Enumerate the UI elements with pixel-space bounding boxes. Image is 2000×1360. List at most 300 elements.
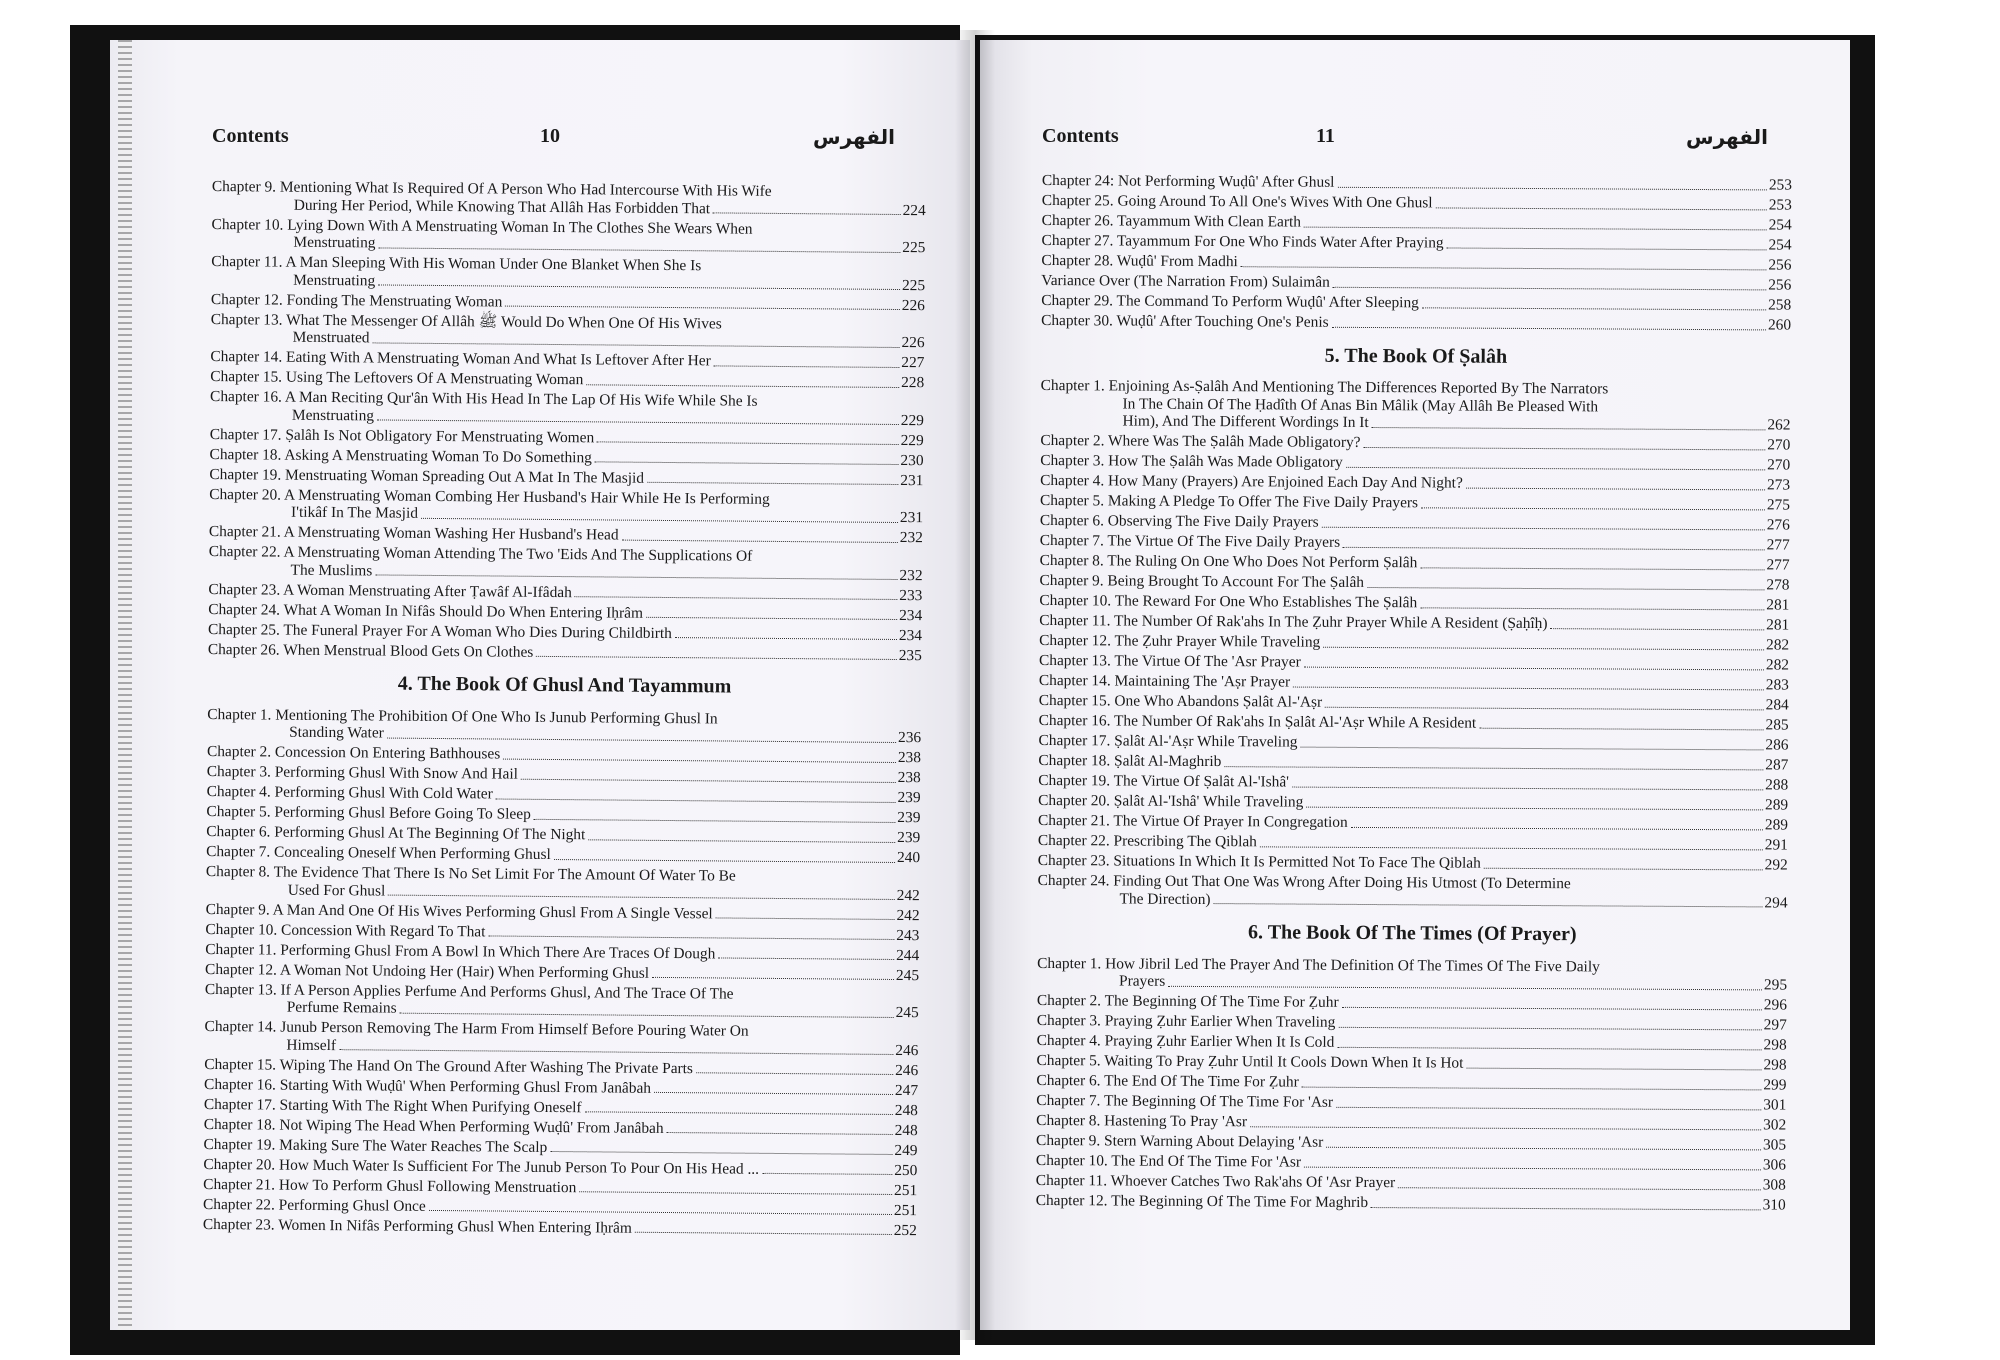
- toc-entry-title: Chapter 25. Going Around To All One's Wives With One Ghusl: [1041, 191, 1433, 212]
- toc-entry-title: Chapter 20. A Menstruating Woman Combing Her Husband's Hair While He Is Performing: [209, 485, 770, 508]
- dot-leader: [1343, 546, 1764, 550]
- toc-entry-title: Used For Ghusl: [287, 881, 386, 900]
- toc-page-number: 231: [899, 509, 924, 527]
- dot-leader: [716, 917, 895, 920]
- toc-page-number: 258: [1768, 296, 1792, 314]
- toc-entry: [1038, 792, 1788, 814]
- toc-entry-title: Chapter 2. Where Was The Ṣalâh Made Obligatory?: [1040, 431, 1361, 451]
- toc-page-number: 239: [897, 829, 921, 847]
- toc-entry-title: Chapter 10. Concession With Regard To That: [205, 920, 486, 940]
- toc-entry: [1038, 852, 1788, 874]
- toc-entry-title: Chapter 6. The End Of The Time For Ẓuhr: [1036, 1071, 1299, 1091]
- toc-page-number: 239: [897, 789, 921, 807]
- dot-leader: [339, 1049, 893, 1055]
- dot-leader: [554, 859, 895, 863]
- toc-page-number: 310: [1762, 1196, 1786, 1214]
- toc-entry: [1040, 472, 1790, 494]
- toc-entry-title: Chapter 8. The Ruling On One Who Does Not Perform Ṣalâh: [1039, 551, 1418, 572]
- toc-page-number: 297: [1763, 1016, 1787, 1034]
- dot-leader: [586, 384, 899, 388]
- toc-entry: [1039, 672, 1789, 694]
- toc-page-number: 253: [1768, 196, 1792, 214]
- left-page-header: [110, 125, 970, 165]
- toc-entry-title: Chapter 22. A Menstruating Woman Attending The Two 'Eids And The Supplications Of: [208, 542, 753, 565]
- toc-entry: [211, 310, 925, 351]
- dot-leader: [387, 737, 896, 742]
- toc-page-number: 286: [1765, 736, 1789, 754]
- toc-page-number: 238: [897, 769, 921, 787]
- dot-leader: [1168, 985, 1762, 990]
- toc-entry-title: Chapter 21. The Virtue Of Prayer In Congregation: [1037, 811, 1348, 831]
- toc-entry-title: Chapter 5. Performing Ghusl Before Going To Sleep: [206, 802, 531, 823]
- toc-group: [203, 705, 922, 1239]
- dot-leader: [1371, 1207, 1760, 1210]
- toc-entry-title: Menstruating: [293, 271, 376, 289]
- toc-page-number: 289: [1764, 816, 1789, 834]
- dot-leader: [646, 617, 897, 620]
- toc-entry: [1038, 732, 1788, 754]
- toc-page-number: 233: [899, 586, 923, 604]
- dot-leader: [1332, 326, 1766, 330]
- toc-page-number: 253: [1768, 176, 1792, 194]
- toc-entry-title: Chapter 7. Concealing Oneself When Performing Ghusl: [206, 842, 551, 863]
- toc-page-number: 227: [901, 354, 925, 372]
- dot-leader: [1447, 247, 1767, 250]
- toc-page-number: 229: [900, 431, 924, 449]
- toc-entry: [1038, 752, 1788, 774]
- toc-entry-title: Chapter 16. Starting With Wuḍû' When Performing Ghusl From Janâbah: [204, 1075, 652, 1097]
- toc-entry: [1042, 172, 1792, 194]
- dot-leader: [1325, 706, 1764, 710]
- dot-leader: [1479, 727, 1763, 730]
- dot-leader: [1336, 1106, 1761, 1110]
- toc-page-number: 302: [1763, 1116, 1787, 1134]
- toc-entry-title: Chapter 4. How Many (Prayers) Are Enjoined Each Day And Night?: [1040, 471, 1463, 492]
- toc-page-number: 287: [1765, 756, 1789, 774]
- dot-leader: [1420, 567, 1764, 570]
- toc-entry: [1042, 212, 1792, 234]
- toc-entry: [1037, 1052, 1787, 1074]
- toc-entry: [212, 178, 926, 219]
- toc-entry-title: Chapter 11. The Number Of Rak'ahs In The Ẓuhr Prayer While A Resident (Ṣaḥîḥ): [1039, 611, 1548, 633]
- toc-page-number: 232: [899, 529, 923, 547]
- toc-page-number: 251: [894, 1181, 918, 1199]
- dot-leader: [521, 778, 896, 782]
- toc-entry-title: Chapter 2. The Beginning Of The Time For Ẓuhr: [1036, 991, 1339, 1011]
- toc-page-number: 277: [1766, 536, 1790, 554]
- toc-entry-title: Chapter 18. Asking A Menstruating Woman To Do Something: [209, 445, 592, 466]
- toc-entry-title: Menstruating: [291, 406, 375, 424]
- toc-entry-title: Chapter 30. Wuḍû' After Touching One's Penis: [1041, 311, 1329, 331]
- toc-entry: [210, 388, 924, 429]
- toc-page-number: 301: [1763, 1096, 1787, 1114]
- toc-entry: [1036, 1172, 1786, 1194]
- toc-entry-title: Chapter 26. Tayammum With Clean Earth: [1041, 211, 1302, 231]
- toc-page-number: 239: [897, 809, 921, 827]
- toc-entry-title: Chapter 4. Performing Ghusl With Cold Water: [206, 782, 493, 803]
- toc-page-number: 234: [898, 626, 923, 644]
- toc-page-number: 306: [1762, 1156, 1786, 1174]
- toc-page-number: 282: [1765, 656, 1790, 674]
- toc-page-number: 249: [894, 1141, 918, 1159]
- toc-entry-title: Chapter 27. Tayammum For One Who Finds Water After Praying: [1041, 231, 1444, 252]
- toc-entry-title: Chapter 16. A Man Reciting Qur'ân With His Head In The Lap Of His Wife While She Is: [210, 387, 758, 410]
- toc-page-number: 270: [1767, 456, 1791, 474]
- dot-leader: [1292, 786, 1763, 790]
- toc-entry-title: Chapter 29. The Command To Perform Wuḍû' After Sleeping: [1041, 291, 1419, 312]
- toc-page-number: 275: [1766, 496, 1791, 514]
- toc-group: [1041, 172, 1792, 334]
- dot-leader: [654, 1092, 893, 1095]
- toc-page-number: 224: [902, 201, 926, 219]
- page-number: 11: [1316, 125, 1335, 147]
- right-page: [980, 40, 1850, 1330]
- toc-entry-title: Perfume Remains: [286, 998, 397, 1017]
- toc-entry-title: Menstruated: [292, 328, 370, 347]
- toc-page-number: 308: [1762, 1176, 1786, 1194]
- dot-leader: [375, 574, 897, 580]
- toc-entry-title: Chapter 3. Performing Ghusl With Snow And Hail: [206, 762, 519, 783]
- toc-entry: [1037, 992, 1787, 1014]
- toc-entry-title: Chapter 18. Ṣalât Al-Maghrib: [1038, 751, 1222, 771]
- toc-entry: [1038, 832, 1788, 854]
- dot-leader: [388, 895, 894, 900]
- toc-entry: [1039, 652, 1789, 674]
- toc-entry: [1040, 492, 1790, 514]
- dot-leader: [1326, 1146, 1761, 1150]
- toc-page-number: 226: [901, 334, 925, 352]
- toc-page-number: 242: [896, 886, 920, 904]
- toc-page-number: 294: [1764, 893, 1788, 912]
- toc-entry-title: Chapter 3. How The Ṣalâh Was Made Obligatory: [1040, 451, 1343, 471]
- toc-entry: [205, 980, 919, 1021]
- dot-leader: [1333, 286, 1766, 290]
- toc-page-number: 285: [1765, 716, 1789, 734]
- toc-entry-title: Chapter 12. The Beginning Of The Time For Maghrib: [1035, 1191, 1369, 1212]
- dot-leader: [429, 1210, 892, 1215]
- toc-page-number: 289: [1765, 796, 1789, 814]
- dot-leader: [1323, 646, 1764, 650]
- toc-page-number: 252: [893, 1221, 917, 1239]
- toc-entry-title: Him), And The Different Wordings In It: [1122, 412, 1369, 432]
- toc-page-number: 281: [1766, 616, 1790, 634]
- toc-entry: [1040, 552, 1790, 574]
- dot-leader: [1346, 466, 1765, 470]
- toc-entry-title: Chapter 7. The Virtue Of The Five Daily Prayers: [1039, 531, 1341, 551]
- toc-entry-title: Chapter 9. Mentioning What Is Required Of A Person Who Had Intercourse With His Wife: [211, 178, 772, 200]
- toc-page-number: 230: [900, 451, 924, 469]
- dot-leader: [718, 957, 894, 960]
- toc-entry: [207, 705, 921, 746]
- dot-leader: [1214, 903, 1763, 907]
- toc-page-number: 295: [1763, 976, 1788, 994]
- dot-leader: [1224, 766, 1763, 770]
- dot-leader: [585, 1111, 893, 1115]
- toc-entry-title: Chapter 5. Making A Pledge To Offer The Five Daily Prayers: [1039, 491, 1419, 512]
- toc-entry-title: Chapter 24. What A Woman In Nifâs Should Do When Entering Iḥrâm: [208, 600, 644, 622]
- toc-entry-title: Variance Over (The Narration From) Sulaimân: [1041, 271, 1330, 291]
- toc-page-number: 256: [1768, 256, 1792, 274]
- toc-entry-title: Chapter 22. Prescribing The Qiblah: [1037, 831, 1257, 851]
- toc-entry: [1038, 872, 1788, 912]
- dot-leader: [1466, 487, 1765, 490]
- header-contents-label: Contents: [1042, 125, 1119, 147]
- toc-entry-title: Chapter 4. Praying Ẓuhr Earlier When It Is Cold: [1036, 1031, 1335, 1051]
- dot-leader: [1367, 586, 1764, 589]
- toc-entry-title: Chapter 19. Menstruating Woman Spreading Out A Mat In The Masjid: [209, 465, 645, 487]
- toc-entry: [1039, 612, 1789, 634]
- toc-page-number: 236: [897, 729, 922, 747]
- toc-entry: [211, 215, 925, 256]
- toc-entry-title: Chapter 11. Performing Ghusl From A Bowl In Which There Are Traces Of Dough: [205, 940, 716, 962]
- toc-entry: [1042, 192, 1792, 214]
- toc-entry: [208, 640, 922, 664]
- toc-entry-title: Chapter 1. Mentioning The Prohibition Of One Who Is Junub Performing Ghusl In: [207, 705, 718, 727]
- toc-entry-title: Chapter 21. How To Perform Ghusl Following Menstruation: [203, 1175, 577, 1196]
- dot-leader: [534, 818, 896, 822]
- toc-entry-title: Chapter 7. The Beginning Of The Time For 'Asr: [1036, 1091, 1334, 1111]
- toc-entry: [1041, 272, 1791, 294]
- dot-leader: [400, 1012, 894, 1017]
- toc-entry-title: Chapter 13. The Virtue Of The 'Asr Prayer: [1038, 651, 1301, 671]
- toc-page-number: 243: [896, 926, 920, 944]
- toc-page-number: 238: [897, 749, 922, 767]
- toc-entry-title: Chapter 12. A Woman Not Undoing Her (Hair) When Performing Ghusl: [205, 960, 650, 982]
- page-number: 10: [540, 125, 560, 147]
- header-arabic-label: الفهرس: [812, 125, 895, 149]
- toc-entry: [1036, 1152, 1786, 1174]
- toc-page-number: 292: [1764, 856, 1788, 874]
- dot-leader: [378, 284, 900, 290]
- toc-page-number: 228: [901, 374, 925, 392]
- toc-entry: [1040, 452, 1790, 474]
- toc-entry: [204, 1018, 918, 1059]
- toc-entry-title: Chapter 14. Maintaining The 'Aṣr Prayer: [1038, 671, 1291, 691]
- dot-leader: [1304, 226, 1767, 230]
- dot-leader: [373, 342, 900, 348]
- dot-leader: [713, 212, 901, 215]
- toc-entry: [1039, 632, 1789, 654]
- dot-leader: [1363, 446, 1765, 449]
- toc-entry: [1037, 1032, 1787, 1054]
- toc-entry-title: Chapter 5. Waiting To Pray Ẓuhr Until It Cools Down When It Is Hot: [1036, 1051, 1464, 1072]
- toc-entry-title: Chapter 8. The Evidence That There Is No Set Limit For The Amount Of Water To Be: [205, 862, 736, 885]
- toc-entry-title: Chapter 26. When Menstrual Blood Gets On Clothes: [207, 640, 534, 661]
- dot-leader: [377, 419, 899, 425]
- dot-leader: [1300, 746, 1763, 750]
- toc-entry: [1040, 377, 1790, 434]
- dot-leader: [1302, 1086, 1762, 1090]
- toc-entry-title: Chapter 9. A Man And One Of His Wives Performing Ghusl From A Single Vessel: [205, 900, 713, 922]
- page-binding: [118, 40, 132, 1330]
- toc-entry: [1039, 712, 1789, 734]
- dot-leader: [667, 1132, 893, 1135]
- dot-leader: [1337, 186, 1766, 190]
- toc-entry-title: Chapter 17. Ṣalât Al-'Aṣr While Traveling: [1038, 731, 1298, 751]
- dot-leader: [635, 1232, 892, 1235]
- toc-page-number: 232: [899, 566, 923, 584]
- dot-leader: [1306, 806, 1763, 810]
- toc-entry-title: Chapter 15. Using The Leftovers Of A Menstruating Woman: [210, 367, 584, 389]
- dot-leader: [579, 1191, 892, 1195]
- toc-entry-title: In The Chain Of The Ḥadîth Of Anas Bin Mâlik (May Allâh Be Pleased With: [1122, 394, 1599, 415]
- toc-page-number: 305: [1762, 1136, 1787, 1154]
- left-page: [110, 40, 970, 1330]
- toc-entry-title: Chapter 23. A Woman Menstruating After Ṭawâf Al-Ifâdah: [208, 580, 572, 601]
- toc-entry-title: Chapter 18. Not Wiping The Head When Performing Wuḍû' From Janâbah: [203, 1115, 664, 1137]
- toc-entry: [211, 253, 925, 294]
- toc-entry-title: Chapter 14. Junub Person Removing The Harm From Himself Before Pouring Water On: [204, 1017, 749, 1040]
- section-heading: 6. The Book Of The Times (Of Prayer): [1248, 921, 1577, 946]
- toc-page-number: 229: [900, 411, 924, 429]
- dot-leader: [1420, 607, 1764, 610]
- left-toc: [203, 178, 926, 1242]
- toc-page-number: 245: [895, 1003, 919, 1022]
- toc-entry: [1039, 692, 1789, 714]
- toc-entry: [1042, 232, 1792, 254]
- toc-entry: [1040, 532, 1790, 554]
- toc-entry-title: Chapter 1. How Jibril Led The Prayer And The Definition Of The Times Of The Five Daily: [1037, 954, 1600, 975]
- toc-group: [1036, 954, 1788, 1214]
- right-page-header: [980, 125, 1850, 165]
- toc-page-number: 270: [1767, 436, 1791, 454]
- toc-entry-title: Chapter 15. One Who Abandons Ṣalât Al-'Aṣr: [1038, 691, 1323, 711]
- toc-entry: [1036, 1092, 1786, 1114]
- toc-entry: [1038, 772, 1788, 794]
- dot-leader: [588, 839, 895, 843]
- header-contents-label: Contents: [212, 125, 289, 147]
- toc-entry: [1036, 1112, 1786, 1134]
- toc-page-number: 247: [894, 1081, 919, 1099]
- toc-entry-title: Chapter 20. Ṣalât Al-'Ishâ' While Traveling: [1038, 791, 1304, 811]
- toc-entry: [1039, 572, 1789, 594]
- dot-leader: [1250, 1126, 1761, 1130]
- toc-entry-title: Chapter 8. Hastening To Pray 'Asr: [1036, 1111, 1248, 1131]
- toc-page-number: 246: [895, 1061, 919, 1079]
- toc-entry-title: Chapter 14. Eating With A Menstruating Woman And What Is Leftover After Her: [210, 347, 711, 370]
- toc-entry: [203, 1215, 917, 1239]
- dot-leader: [675, 637, 897, 640]
- toc-page-number: 273: [1766, 476, 1791, 494]
- dot-leader: [1322, 526, 1765, 530]
- toc-entry-title: Chapter 6. Performing Ghusl At The Beginning Of The Night: [206, 822, 586, 844]
- toc-entry-title: Chapter 13. What The Messenger Of Allâh ﷺ Would Do When One Of His Wives: [210, 310, 722, 332]
- dot-leader: [1304, 666, 1764, 670]
- toc-page-number: 225: [902, 239, 926, 257]
- toc-entry-title: Chapter 19. Making Sure The Water Reaches The Scalp: [203, 1135, 548, 1156]
- toc-page-number: 248: [894, 1101, 918, 1119]
- toc-entry-title: Chapter 3. Praying Ẓuhr Earlier When Traveling: [1036, 1011, 1336, 1031]
- toc-page-number: 262: [1767, 416, 1791, 434]
- toc-page-number: 231: [900, 471, 924, 489]
- toc-entry-title: Himself: [286, 1036, 337, 1054]
- toc-entry: [206, 863, 920, 904]
- dot-leader: [1372, 427, 1766, 430]
- dot-leader: [622, 539, 898, 542]
- dot-leader: [696, 1072, 893, 1075]
- toc-entry: [1036, 1192, 1786, 1214]
- dot-leader: [496, 798, 896, 802]
- toc-entry-title: Chapter 23. Women In Nifâs Performing Ghusl When Entering Iḥrâm: [202, 1215, 632, 1237]
- toc-page-number: 296: [1763, 996, 1787, 1014]
- toc-page-number: 282: [1765, 636, 1790, 654]
- toc-entry: [1041, 252, 1791, 274]
- toc-group: [208, 178, 926, 664]
- dot-leader: [1338, 1026, 1761, 1030]
- toc-page-number: 278: [1766, 576, 1790, 594]
- toc-page-number: 244: [896, 946, 920, 964]
- dot-leader: [595, 461, 899, 465]
- toc-entry-title: Chapter 10. The End Of The Time For 'Asr: [1035, 1151, 1302, 1171]
- toc-entry-title: Chapter 12. The Ẓuhr Prayer While Traveling: [1039, 631, 1321, 651]
- toc-entry-title: Chapter 20. How Much Water Is Sufficient For The Junub Person To Pour On His Head ...: [203, 1155, 760, 1178]
- toc-page-number: 260: [1767, 316, 1792, 334]
- toc-page-number: 234: [899, 606, 923, 624]
- dot-leader: [503, 758, 896, 762]
- toc-entry-title: Chapter 11. Whoever Catches Two Rak'ahs Of 'Asr Prayer: [1035, 1171, 1396, 1192]
- toc-page-number: 291: [1764, 836, 1788, 854]
- toc-entry: [1041, 292, 1791, 314]
- section-heading: 5. The Book Of Ṣalâh: [1324, 344, 1508, 368]
- dot-leader: [575, 596, 897, 600]
- toc-page-number: 299: [1763, 1076, 1787, 1094]
- toc-entry-title: Standing Water: [289, 723, 384, 742]
- header-arabic-label: الفهرس: [1685, 125, 1768, 149]
- toc-entry-title: Menstruating: [293, 233, 376, 252]
- dot-leader: [1422, 307, 1766, 310]
- dot-leader: [488, 935, 894, 940]
- toc-page-number: 240: [896, 849, 921, 867]
- toc-entry-title: Chapter 11. A Man Sleeping With His Woman Under One Blanket When She Is: [211, 252, 702, 275]
- toc-page-number: 245: [895, 966, 920, 984]
- dot-leader: [378, 247, 900, 253]
- toc-entry-title: Chapter 24: Not Performing Wuḍû' After Ghusl: [1041, 172, 1335, 191]
- dot-leader: [536, 656, 896, 660]
- toc-entry: [1036, 1072, 1786, 1094]
- toc-entry-title: Chapter 10. The Reward For One Who Establishes The Ṣalâh: [1039, 591, 1418, 612]
- dot-leader: [1351, 826, 1763, 830]
- toc-entry-title: Chapter 13. If A Person Applies Perfume And Performs Ghusl, And The Trace Of The: [204, 980, 734, 1003]
- dot-leader: [1304, 1166, 1761, 1170]
- dot-leader: [1398, 1187, 1761, 1190]
- toc-page-number: 254: [1768, 216, 1792, 234]
- toc-entry-title: Chapter 22. Performing Ghusl Once: [202, 1195, 426, 1215]
- toc-entry-title: Chapter 9. Stern Warning About Delaying 'Asr: [1036, 1131, 1324, 1151]
- dot-leader: [505, 306, 899, 310]
- dot-leader: [714, 365, 900, 368]
- toc-entry: [1041, 312, 1791, 334]
- toc-entry-title: Chapter 17. Starting With The Right When Purifying Oneself: [203, 1095, 582, 1116]
- toc-page-number: 242: [896, 906, 920, 924]
- toc-entry: [1040, 432, 1790, 454]
- toc-page-number: 288: [1765, 776, 1789, 794]
- dot-leader: [1484, 867, 1763, 870]
- toc-page-number: 298: [1763, 1036, 1787, 1054]
- toc-entry: [1036, 1132, 1786, 1154]
- toc-page-number: 277: [1766, 556, 1790, 574]
- toc-entry-title: Prayers: [1119, 972, 1166, 990]
- dot-leader: [1342, 1006, 1762, 1010]
- toc-group: [1038, 377, 1791, 912]
- toc-entry-title: Chapter 9. Being Brought To Account For The Ṣalâh: [1039, 571, 1365, 591]
- dot-leader: [1421, 507, 1765, 510]
- dot-leader: [597, 441, 898, 445]
- toc-entry-title: I'tikâf In The Masjid: [291, 503, 419, 522]
- toc-page-number: 281: [1766, 596, 1790, 614]
- toc-entry-title: Chapter 23. Situations In Which It Is Permitted Not To Face The Qiblah: [1037, 851, 1481, 872]
- toc-entry-title: Chapter 17. Ṣalâh Is Not Obligatory For Menstruating Women: [209, 425, 595, 446]
- toc-entry-title: Chapter 24. Finding Out That One Was Wrong After Doing His Utmost (To Determine: [1037, 871, 1571, 893]
